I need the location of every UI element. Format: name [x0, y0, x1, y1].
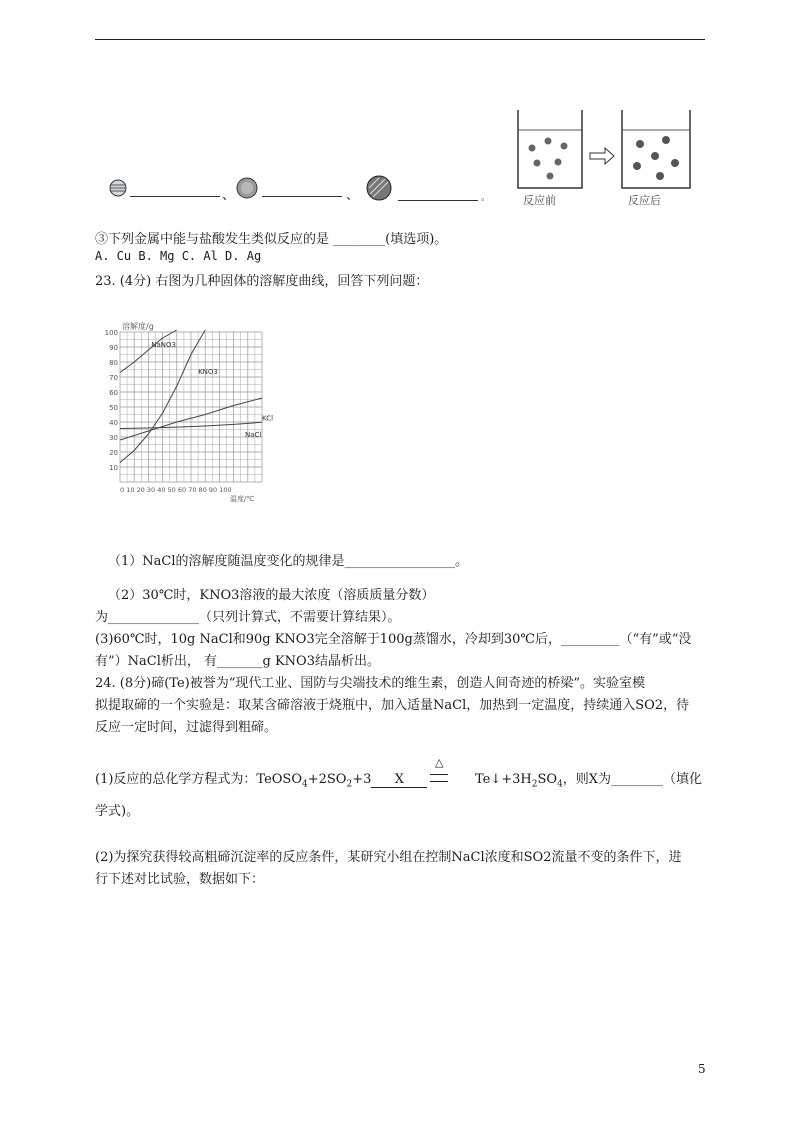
eq-part: +3	[352, 772, 372, 787]
y-axis-label: 溶解度/g	[122, 322, 154, 331]
x-tick-labels: 0 10 20 30 40 50 60 70 80 90 100	[120, 486, 232, 494]
y-tick-label: 100	[104, 329, 118, 337]
q22-options: A. Cu B. Mg C. Al D. Ag	[95, 249, 262, 263]
particle-striped-icon	[108, 178, 128, 198]
q24-intro-line2: 拟提取碲的一个实验是：取某含碲溶液于烧瓶中，加入适量NaCl，加热到一定温度，持续通入SO2，待	[95, 698, 690, 713]
q24-q2-line2: 行下述对比试验，数据如下：	[95, 872, 265, 887]
series-label-kcl: KCl	[262, 414, 274, 423]
q24-q2-line1: (2)为探究获得较高粗碲沉淀率的反应条件，某研究小组在控制NaCl浓度和SO2流量不变的条件下，进	[95, 850, 682, 865]
blank-line	[130, 196, 220, 197]
series-label-kno3: KNO3	[198, 368, 218, 376]
blank-line	[398, 200, 478, 201]
series-label-nacl: NaCl	[244, 431, 262, 439]
y-tick-label: 50	[109, 404, 118, 412]
eq-part: SO	[537, 772, 558, 787]
eq-equals-sign	[430, 774, 448, 782]
separator: 、	[346, 188, 360, 203]
header-rule	[95, 39, 705, 40]
y-tick-label: 80	[109, 359, 118, 367]
q24-eq-line2: 学式)。	[95, 804, 140, 819]
eq-part: Te↓+3H	[475, 772, 532, 787]
y-tick-label: 90	[109, 344, 118, 352]
q23-q3-line2: 有”）NaCl析出， 有_______g KNO3结晶析出。	[95, 654, 380, 669]
eq-delta-sign: △	[435, 756, 444, 769]
y-tick-label: 40	[109, 419, 118, 427]
q23-q1: （1）NaCl的溶解度随温度变化的规律是_________________。	[108, 554, 469, 569]
beaker-before-label: 反应前	[523, 194, 556, 207]
particle-hatched-icon	[365, 174, 393, 202]
series-label-nano3: NaNO3	[151, 341, 176, 349]
q24-equation-right	[475, 768, 703, 790]
eq-part: +2SO	[307, 772, 347, 787]
y-tick-label: 20	[109, 449, 118, 457]
beaker-after-label: 反应后	[628, 194, 661, 207]
eq-subscript: 2	[531, 779, 538, 790]
eq-unknown-x: X	[371, 772, 427, 788]
y-tick-label: 30	[109, 434, 118, 442]
eq-subscript: 2	[346, 779, 353, 790]
eq-subscript: 4	[557, 779, 563, 790]
q24-equation	[95, 768, 427, 788]
x-axis-label: 温度/℃	[230, 495, 255, 503]
eq-part: ，则X为________（填化	[562, 772, 703, 787]
separator: 、	[222, 188, 236, 203]
y-tick-label: 60	[109, 389, 118, 397]
q23-q2-line2: 为______________（只列计算式，不需要计算结果）。	[95, 610, 401, 625]
q23-q2-line1: （2）30℃时，KNO3溶液的最大浓度（溶质质量分数）	[108, 588, 435, 603]
q22-item3: ③下列金属中能与盐酸发生类似反应的是 ________(填选项)。	[95, 232, 448, 247]
particle-gray-icon	[235, 176, 259, 200]
y-tick-label: 70	[109, 374, 118, 382]
solubility-chart-svg	[100, 312, 274, 503]
reaction-beakers-diagram	[510, 108, 710, 190]
y-tick-label: 10	[109, 464, 118, 472]
blank-line	[262, 196, 342, 197]
q24-intro-line1: 24. (8分)碲(Te)被誉为“现代工业、国防与尖端技术的维生素，创造人间奇迹的桥梁”。实验室模	[95, 676, 646, 691]
q24-intro-line3: 反应一定时间，过滤得到粗碲。	[95, 720, 278, 735]
end-mark: 。	[481, 193, 491, 203]
eq-part: (1)反应的总化学方程式为：TeOSO	[95, 772, 302, 787]
page-number: 5	[698, 1062, 706, 1076]
solubility-chart	[100, 312, 274, 503]
q23-q3-line1: (3)60℃时，10g NaCl和90g KNO3完全溶解于100g蒸馏水，冷却到30℃后，_________（“有”或“没	[95, 632, 692, 647]
eq-subscript: 4	[302, 779, 308, 790]
q23-title: 23. (4分) 右图为几种固体的溶解度曲线，回答下列问题：	[95, 274, 429, 289]
